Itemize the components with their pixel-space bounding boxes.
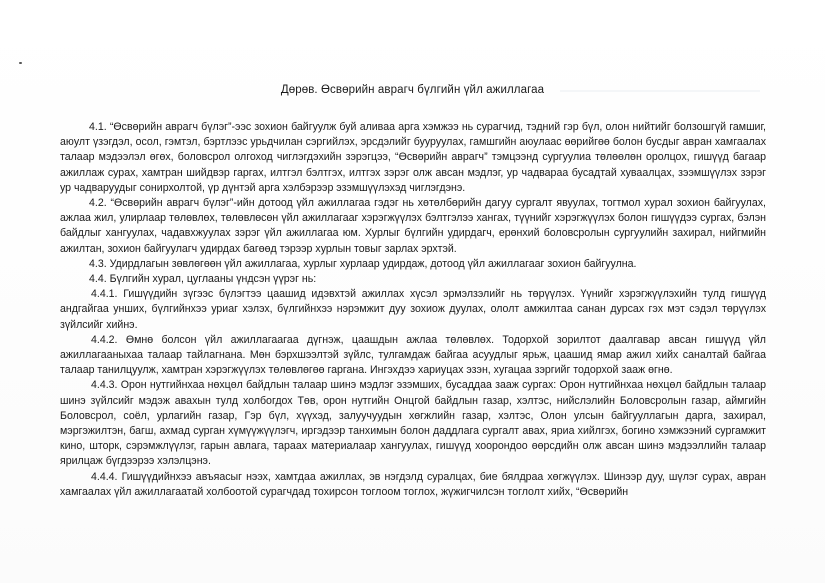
paragraph-4-4-1: 4.4.1. Гишүүдийн зүгээс бүлэгтээ цаашид идэвхтэй ажиллах хүсэл эрмэлзэлийг нь төрүүлэх. Үүнийг хэрэгжүүлэхийн тулд гишүүд андгайгаа унших, бүлгийнхээ уриаг хэлэх, бүлгийнхээ нэрэмжит дуу зохиож дуулах, ололт амжилтаа санан дурсах гэх мэт сэдэл төрүүлэх зүйлсийг хийнэ. <box>60 288 766 331</box>
paragraph-4-4: 4.4. Бүлгийн хурал, цуглааны үндсэн үүрэг нь: <box>89 273 317 286</box>
paragraph-4-4-3: 4.4.3. Орон нутгийнхаа нөхцөл байдлын талаар шинэ мэдлэг эзэмших, бусаддаа зааж сургах: Орон нутгийнхаа нөхцөл байдлын талаар шинэ зүйлсийг мэдэж авахын тулд холбогдох Төв, орон нутгийн Онцгой байдлын газар, хэлтэс, нийслэлийн Боловсролын газар, аймгийн Боловсрол, соёл, урлагийн газар, Гэр бүл, хүүхэд, залуучуудын хөгжлийн газар, хэлтэс, Олон улсын байгууллагын дарга, захирал, мэргэжилтэн, багш, ахмад сурган хүмүүжүүлэгч, иргэдээр танхимын болон даддлага сургалт авах, яриа хийлгэх, богино хэмжээний сургамжит кино, шторк, сэрэмжлүүлэг, гарын авлага, тараах материалаар хангуулах, гишүүд хоорондоо өөрсдийн олж авсан шинэ мэдээллийн талаар ярилцаж бүгдээрээ хэлэлцэнэ. <box>60 379 766 468</box>
scan-mark <box>19 62 22 64</box>
section-title: Дөрөв. Өсвөрийн аврагч бүлгийн үйл ажиллагаа <box>280 84 545 96</box>
paragraph-4-2: 4.2. “Өсвөрийн аврагч бүлэг”-ийн дотоод үйл ажиллагаа гэдэг нь хөтөлбөрийн дагуу сургалт явуулах, тогтмол хурал зохион байгуулах, ажлаа жил, улирлаар төлөвлөх, төлөвлөсөн үйл ажиллагааг хэрэгжүүлэх бэлтгэлээ хангах, түүнийг хэрэгжүүлэх болон гишүүдээ сургах, бэлэн байдлыг хангуулах, чадавхжуулах зэрэг үйл ажиллагаа юм. Хурлыг бүлгийн удирдагч, ерөнхий боловсролын сургуулийн захирал, нийгмийн ажилтан, зохион байгуулагч удирдах багөөд тэрээр хурлын товыг зарлах эрхтэй. <box>60 197 766 255</box>
paragraph-4-4-4: 4.4.4. Гишүүдийнхээ авъяасыг нээх, хамтдаа ажиллах, эв нэгдэлд суралцах, бие бялдраа хөгжүүлэх. Шинээр дуу, шүлэг сурах, авран хамгаалах үйл ажиллагаатай холбоотой сурагчдад тохирсон тоглоом тоглох, жүжигчилсэн тоглолт хийх, “Өсвөрийн <box>60 470 766 498</box>
paragraph-4-4-2: 4.4.2. Өмнө болсон үйл ажиллагаагаа дүгнэж, цаашдын ажлаа төлөвлөх. Тодорхой зорилтот даалгавар авсан гишүүд үйл ажиллагааныхаа талаар тайлагнана. Мөн бэрхшээлтэй зүйлс, тулгамдаж байгаа асуудлыг ярьж, цаашид ямар ажил хийх саналтай байгаа талаар танилцуулж, хамтран хэрэгжүүлэх төлөвлөгөө гаргана. Ингэхдээ хариуцах эзэн, хугацаа зэргийг тодорхой зааж өгнө. <box>60 333 766 377</box>
paragraph-4-1: 4.1. “Өсвөрийн аврагч бүлэг”-ээс зохион байгуулж буй аливаа арга хэмжээ нь сурагчид, тэдний гэр бүл, олон нийтийг болзошгүй гамшиг, аюулт үзэгдэл, осол, гэмтэл, бэртлээс урьдчилан сэргийлэх, эрсдэлийг бууруулах, гамшгийн аюулаас өөрийгөө болон бусдыг авран хамгаалах талаар мэдээлэл өгөх, боловсрол олгоход чиглэгдэхийн зэрэгцээ, “Өсвөрийн аврагч” тэмцээнд сургуулиа төлөөлөн оролцох, гишүүд багаар ажиллаж сурах, хамтран шийдвэр гаргах, илтгэл бэлтгэх, илтгэх зэрэг олж авсан мэдлэг, ур чадвараа бусадтай хуваалцах, зээмшүүлэх зэрэг ур чадваруудыг сонирхолтой, үр дүнтэй арга хэлбэрээр эзэмшүүлэхэд чиглэгдэнэ. <box>60 121 766 194</box>
paragraph-4-3: 4.3. Удирдлагын зөвлөгөөн үйл ажиллагаа, хурлыг хурлаар удирдаж, дотоод үйл ажиллагааг зохион байгуулна. <box>89 257 637 270</box>
document-body <box>60 120 766 500</box>
